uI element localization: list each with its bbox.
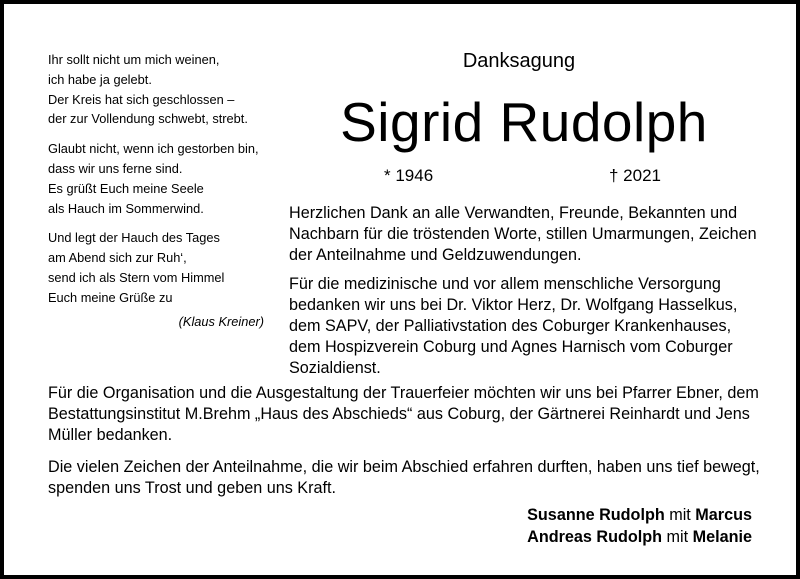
signature-partner: Melanie — [692, 527, 752, 546]
poem-line: ich habe ja gelebt. — [48, 71, 152, 87]
poem-line: Der Kreis hat sich geschlossen – — [48, 91, 235, 107]
thanks-text-column — [289, 203, 767, 387]
poem-line: als Hauch im Sommerwind. — [48, 200, 204, 216]
thanks-text-full — [48, 383, 772, 509]
poem-line: dass wir uns ferne sind. — [48, 160, 183, 176]
poem-line: Es grüßt Euch meine Seele — [48, 180, 204, 196]
poem — [48, 50, 288, 341]
thanks-paragraph: Herzlichen Dank an alle Verwandten, Freunde, Bekannten und Nachbarn für die tröstenden Worte, stillen Umarmungen, Zeichen der Anteilnahme und Geldzuwendungen. — [289, 204, 757, 265]
poem-line: Euch meine Grüße zu — [48, 289, 173, 305]
poem-stanza — [48, 228, 288, 331]
thanks-paragraph: Für die Organisation und die Ausgestaltung der Trauerfeier möchten wir uns bei Pfarrer Ebner, dem Bestattungsinstitut M.Brehm „Haus des Abschieds“ aus Coburg, der Gärtnerei Reinhardt und Jens Müller bedanken. — [48, 384, 759, 445]
signature-name: Andreas Rudolph — [527, 527, 663, 546]
signature-connector: mit — [666, 527, 689, 546]
deceased-name: Sigrid Rudolph — [340, 91, 708, 153]
poem-stanza — [48, 50, 288, 129]
signature-partner: Marcus — [695, 506, 752, 524]
thanks-paragraph: Für die medizinische und vor allem menschliche Versorgung bedanken wir uns bei Dr. Viktor Herz, Dr. Wolfgang Hasselkus, dem SAPV, der Palliativstation des Coburger Krankenhauses, dem Hospizverein Coburg und Agnes Harnisch vom Coburger Sozialdienst. — [289, 274, 738, 378]
signatures — [527, 505, 752, 548]
poem-line: Glaubt nicht, wenn ich gestorben bin, — [48, 141, 259, 157]
poem-line: Und legt der Hauch des Tages — [48, 230, 220, 246]
poem-line: am Abend sich zur Ruh‘, — [48, 250, 187, 266]
signature-line — [527, 527, 752, 549]
death-year: † 2021 — [609, 166, 661, 185]
poem-stanza — [48, 139, 288, 218]
notice-heading: Danksagung — [462, 50, 576, 72]
poem-line: der zur Vollendung schwebt, strebt. — [48, 111, 248, 127]
poem-author: (Klaus Kreiner) — [178, 313, 264, 329]
signature-connector: mit — [669, 506, 691, 524]
thanks-paragraph: Die vielen Zeichen der Anteilnahme, die wir beim Abschied erfahren durften, haben uns tief bewegt, spenden uns Trost und geben uns Kraft. — [48, 457, 760, 497]
birth-year: * 1946 — [384, 166, 434, 185]
signature-name: Susanne Rudolph — [527, 506, 665, 524]
signature-line — [527, 505, 752, 527]
poem-line: Ihr sollt nicht um mich weinen, — [48, 52, 220, 67]
poem-line: send ich als Stern vom Himmel — [48, 269, 225, 285]
